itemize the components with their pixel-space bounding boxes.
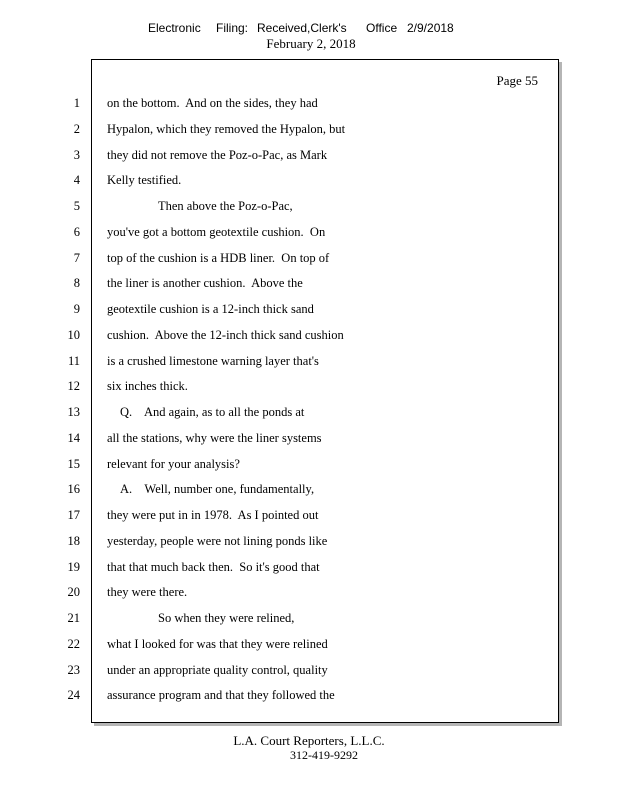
line-number: 17 xyxy=(67,508,80,522)
page-number: Page 55 xyxy=(496,73,538,88)
transcript-line-text: the liner is another cushion. Above the xyxy=(107,276,303,290)
transcript-line-text: Q. And again, as to all the ponds at xyxy=(120,405,305,419)
line-number: 23 xyxy=(67,663,80,677)
line-number: 1 xyxy=(73,96,80,110)
transcript-line-text: that that much back then. So it's good that xyxy=(107,560,320,574)
transcript-line-text: they were there. xyxy=(107,585,188,599)
line-number: 12 xyxy=(67,379,80,393)
transcript-line-text: they were put in in 1978. As I pointed out xyxy=(107,508,319,522)
transcript-line-text: yesterday, people were not lining ponds like xyxy=(107,534,328,548)
transcript-line-text: they did not remove the Poz-o-Pac, as Mark xyxy=(107,148,328,162)
transcript-line-text: assurance program and that they followed the xyxy=(107,688,335,702)
line-number: 24 xyxy=(67,688,80,702)
transcript-line-text: Then above the Poz-o-Pac, xyxy=(158,199,293,213)
stamp-word: Electronic xyxy=(148,21,201,35)
reporter-company: L.A. Court Reporters, L.L.C. xyxy=(233,733,385,748)
line-number: 4 xyxy=(73,173,80,187)
line-number: 10 xyxy=(67,328,80,342)
reporter-phone: 312-419-9292 xyxy=(290,748,358,762)
stamp-word: Filing: xyxy=(216,21,249,35)
line-number: 15 xyxy=(67,457,80,471)
transcript-line-text: all the stations, why were the liner systems xyxy=(107,431,322,445)
transcript-line-text: So when they were relined, xyxy=(158,611,295,625)
line-number: 7 xyxy=(73,251,80,265)
transcript-line-text: Hypalon, which they removed the Hypalon, but xyxy=(107,122,346,136)
transcript-line-text: A. Well, number one, fundamentally, xyxy=(120,482,315,496)
stamp-word: Received,Clerk's xyxy=(257,21,347,35)
transcript-line-text: under an appropriate quality control, quality xyxy=(107,663,328,677)
transcript-line-text: six inches thick. xyxy=(107,379,188,393)
line-number: 14 xyxy=(67,431,80,445)
electronic-filing-stamp xyxy=(0,21,618,37)
transcript-line-text: on the bottom. And on the sides, they had xyxy=(107,96,318,110)
transcript-line-text: is a crushed limestone warning layer that's xyxy=(107,354,319,368)
line-number: 11 xyxy=(67,354,80,368)
line-number: 21 xyxy=(67,611,80,625)
line-number: 8 xyxy=(73,276,80,290)
line-number: 3 xyxy=(73,148,80,162)
transcript-line-text: what I looked for was that they were relined xyxy=(107,637,328,651)
line-number: 19 xyxy=(67,560,80,574)
transcript-line-text: Kelly testified. xyxy=(107,173,182,187)
transcript-line-text: top of the cushion is a HDB liner. On top of xyxy=(107,251,330,265)
transcript-line-text: geotextile cushion is a 12-inch thick sand xyxy=(107,302,314,316)
line-number: 6 xyxy=(73,225,80,239)
transcript-line-text: cushion. Above the 12-inch thick sand cushion xyxy=(107,328,344,342)
line-number: 20 xyxy=(67,585,80,599)
line-number: 5 xyxy=(73,199,80,213)
line-number: 22 xyxy=(67,637,80,651)
line-number: 2 xyxy=(73,122,80,136)
line-number: 16 xyxy=(67,482,80,496)
transcript-line-text: you've got a bottom geotextile cushion. On xyxy=(107,225,326,239)
line-number: 13 xyxy=(67,405,80,419)
filed-date: February 2, 2018 xyxy=(266,36,356,51)
stamp-word: 2/9/2018 xyxy=(407,21,454,35)
line-number: 18 xyxy=(67,534,80,548)
transcript-line-text: relevant for your analysis? xyxy=(107,457,240,471)
stamp-word: Office xyxy=(366,21,398,35)
line-number: 9 xyxy=(73,302,80,316)
